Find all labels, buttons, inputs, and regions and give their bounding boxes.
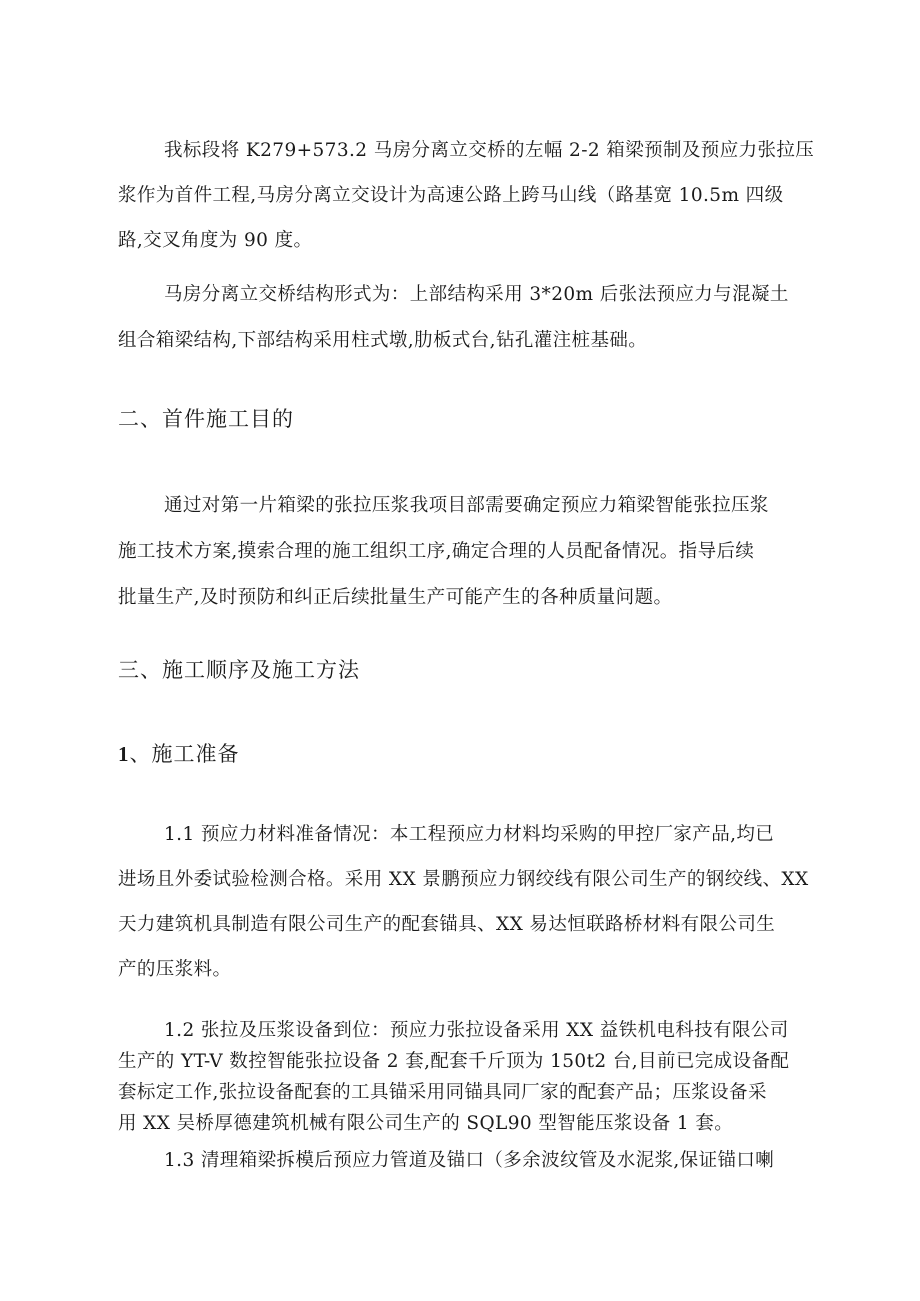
paragraph-material-preparation bbox=[118, 812, 818, 992]
text-line: 批量生产,及时预防和纠正后续批量生产可能产生的各种质量问题。 bbox=[118, 587, 673, 608]
text-line: 浆作为首件工程,马房分离立交设计为高速公路上跨马山线（路基宽 10.5m 四级 bbox=[118, 185, 784, 206]
text-line: 产的压浆料。 bbox=[118, 959, 232, 980]
subsection-title: 、施工准备 bbox=[129, 742, 240, 766]
paragraph-project-intro bbox=[118, 128, 818, 263]
section-heading-sequence-method: 三、施工顺序及施工方法 bbox=[118, 658, 360, 682]
text-line: 施工技术方案,摸索合理的施工组织工序,确定合理的人员配备情况。指导后续 bbox=[118, 541, 755, 562]
text-line: 通过对第一片箱梁的张拉压浆我项目部需要确定预应力箱梁智能张拉压浆 bbox=[164, 495, 769, 516]
text-line: 生产的 YT-V 数控智能张拉设备 2 套,配套千斤顶为 150t2 台,目前已完成设备配 bbox=[118, 1051, 790, 1072]
text-line: 马房分离立交桥结构形式为：上部结构采用 3*20m 后张法预应力与混凝土 bbox=[164, 284, 789, 305]
paragraph-purpose bbox=[118, 483, 818, 621]
subsection-number: 1 bbox=[118, 742, 130, 766]
text-line: 1.1 预应力材料准备情况：本工程预应力材料均采购的甲控厂家产品,均已 bbox=[164, 824, 775, 845]
text-line: 1.2 张拉及压浆设备到位：预应力张拉设备采用 XX 益铁机电科技有限公司 bbox=[164, 1020, 789, 1041]
paragraph-duct-cleaning bbox=[118, 1138, 818, 1183]
text-line: 组合箱梁结构,下部结构采用柱式墩,肋板式台,钻孔灌注桩基础。 bbox=[118, 330, 648, 351]
paragraph-bridge-structure bbox=[118, 272, 818, 364]
text-line: 路,交叉角度为 90 度。 bbox=[118, 230, 313, 251]
text-line: 天力建筑机具制造有限公司生产的配套锚具、XX 易达恒联路桥材料有限公司生 bbox=[118, 914, 776, 935]
text-line: 我标段将 K279+573.2 马房分离立交桥的左幅 2-2 箱梁预制及预应力张拉压 bbox=[164, 140, 815, 161]
text-line: 进场且外委试验检测合格。采用 XX 景鹏预应力钢绞线有限公司生产的钢绞线、XX bbox=[118, 869, 809, 890]
text-line: 用 XX 吴桥厚德建筑机械有限公司生产的 SQL90 型智能压浆设备 1 套。 bbox=[118, 1113, 734, 1134]
text-line: 套标定工作,张拉设备配套的工具锚采用同锚具同厂家的配套产品；压浆设备采 bbox=[118, 1082, 767, 1103]
text-line: 1.3 清理箱梁拆模后预应力管道及锚口（多余波纹管及水泥浆,保证锚口喇 bbox=[164, 1150, 775, 1171]
subsection-heading-preparation bbox=[118, 738, 240, 768]
section-heading-purpose: 二、首件施工目的 bbox=[118, 407, 294, 431]
paragraph-equipment-preparation bbox=[118, 1015, 818, 1139]
